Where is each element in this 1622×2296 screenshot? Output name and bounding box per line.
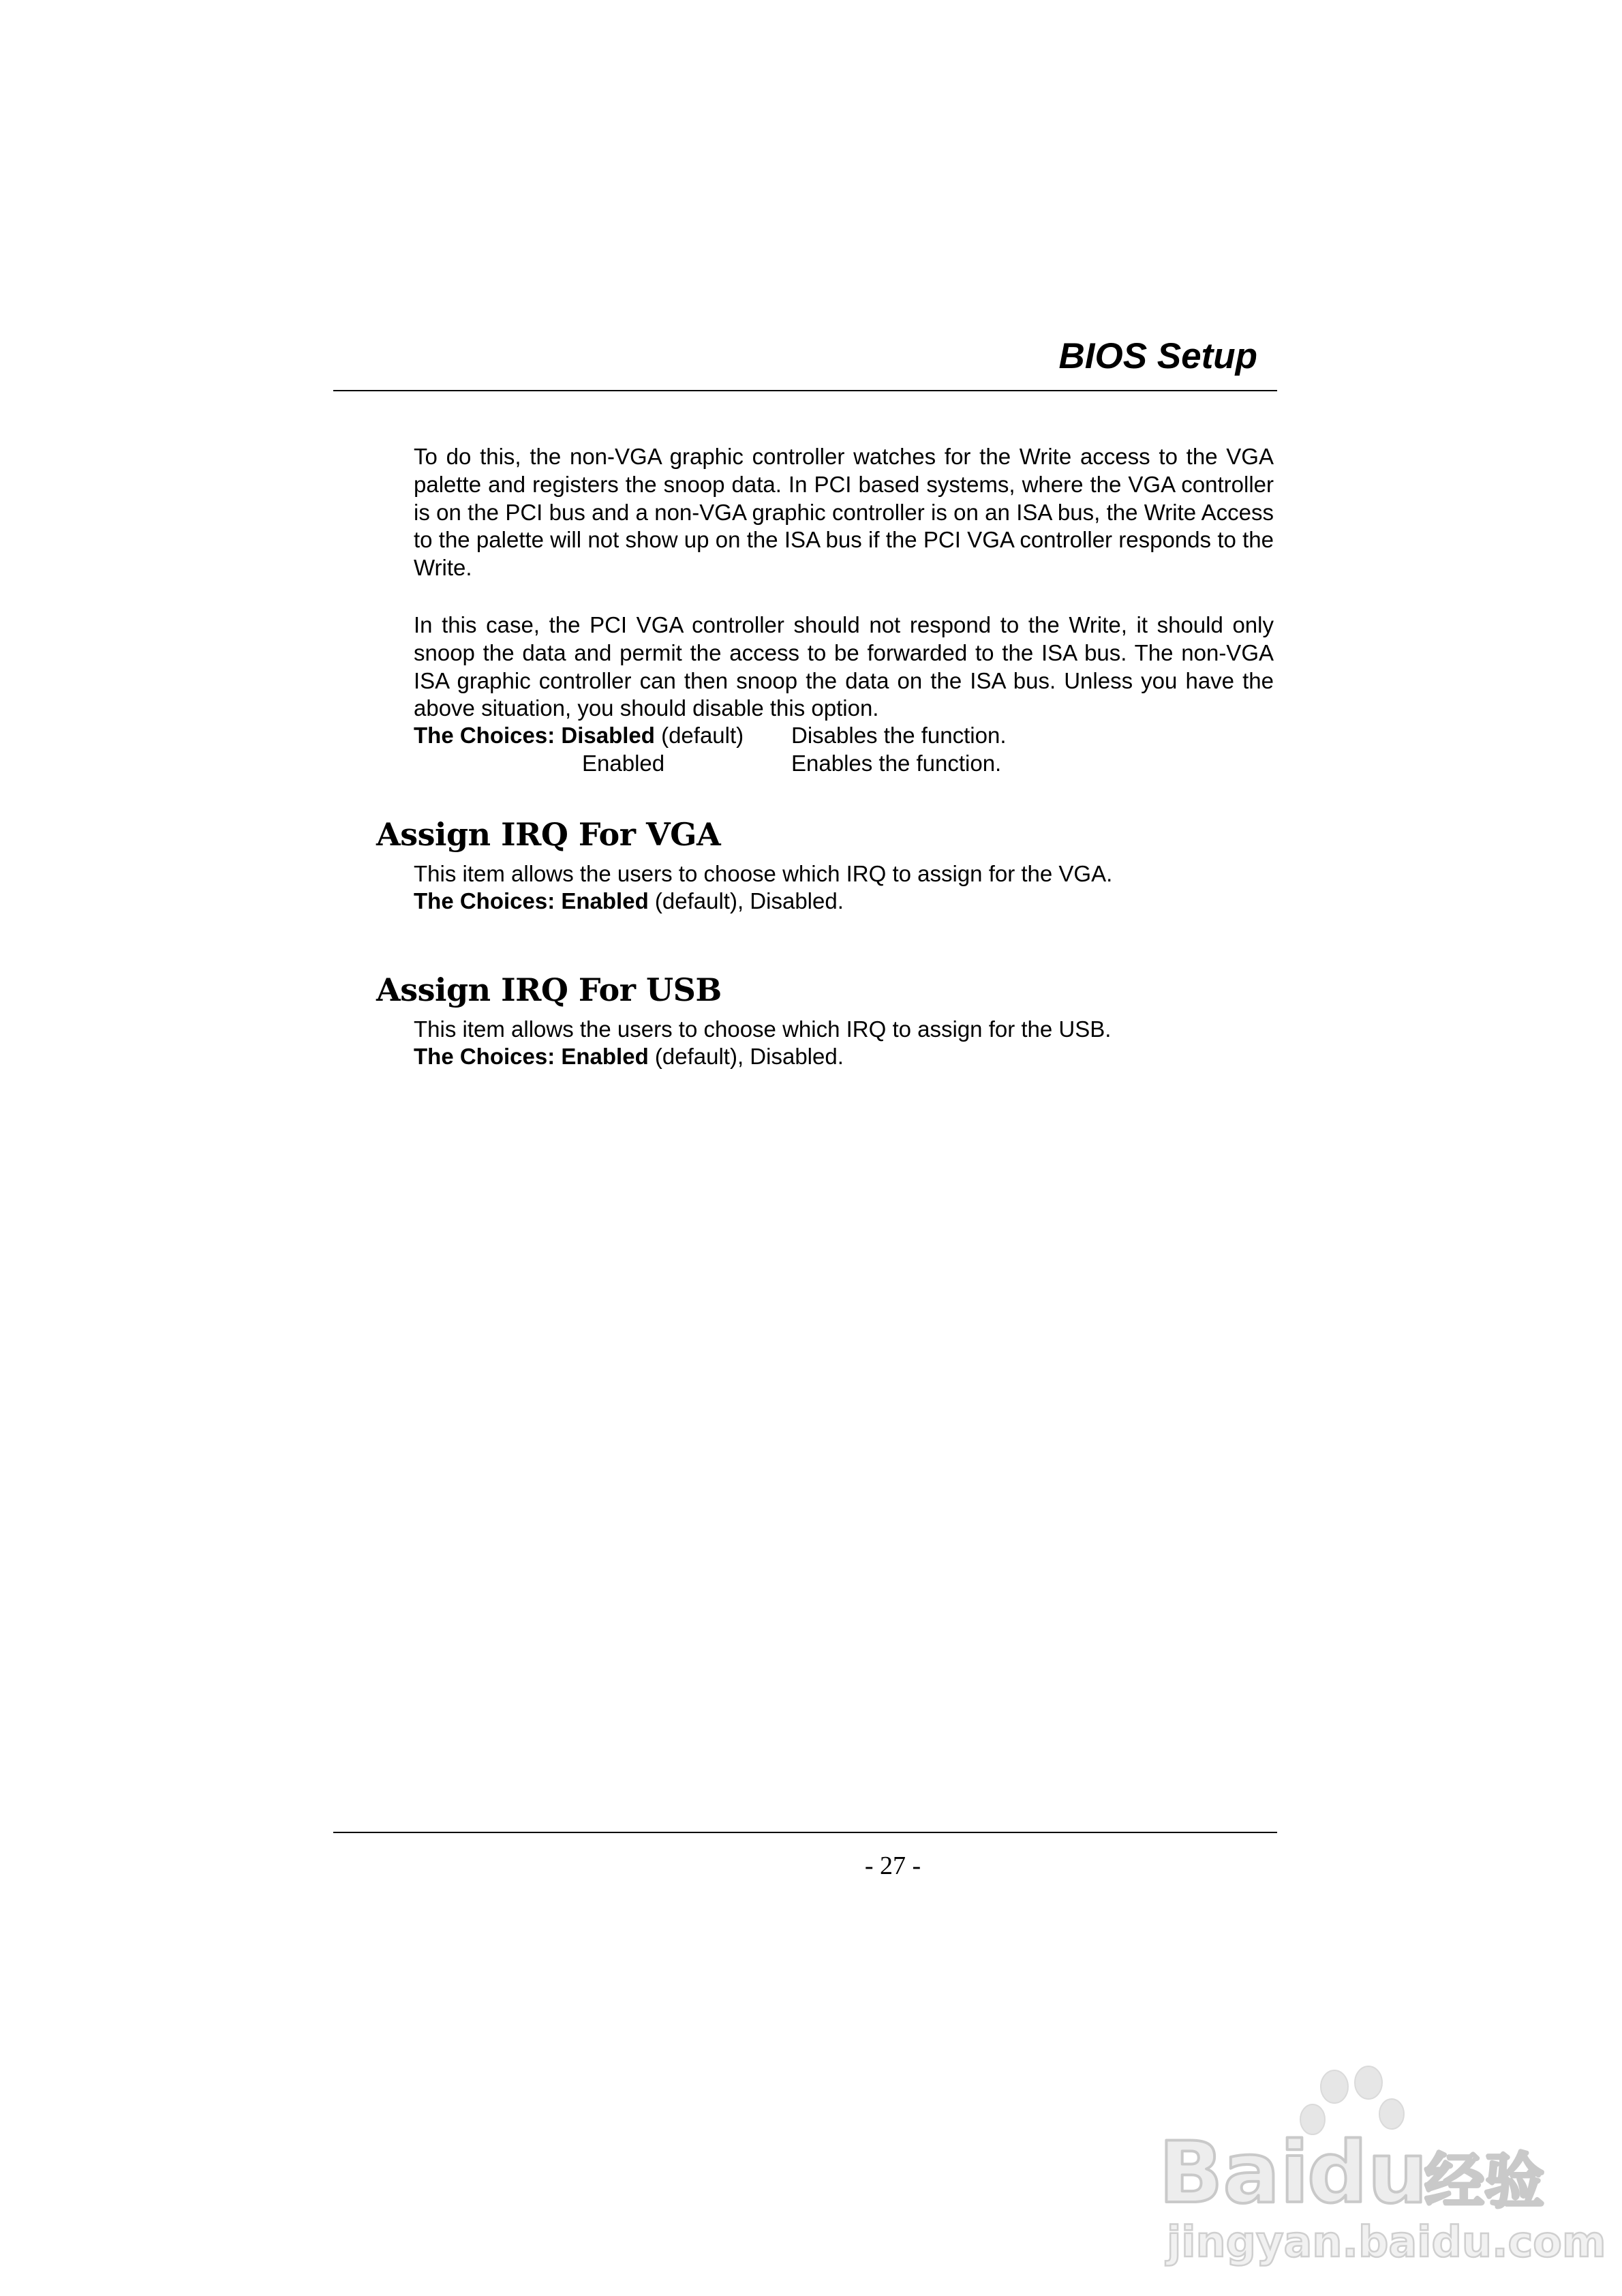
section-usb-choices-label: The Choices: (414, 1044, 555, 1069)
section-usb-choices (414, 1043, 844, 1070)
footer-rule (333, 1832, 1277, 1833)
svg-text:Bai: Bai (1159, 2124, 1309, 2222)
intro-choices-row-1 (414, 722, 744, 749)
choices-first-note: (default) (661, 723, 744, 748)
choices-second-value: Enabled (582, 751, 665, 776)
choices-second-desc: Enables the function. (791, 751, 1002, 776)
section-vga-description: This item allows the users to choose which IRQ to assign for the VGA. (414, 861, 1113, 886)
choices-label: The Choices: (414, 723, 555, 748)
choices-first-value: Disabled (561, 723, 655, 748)
section-usb-choices-default: Enabled (561, 1044, 649, 1069)
watermark-brand-text (1159, 2124, 1544, 2222)
section-heading-vga: Assign IRQ For VGA (376, 816, 721, 853)
baidu-jingyan-watermark (1152, 2062, 1606, 2267)
section-heading-usb: Assign IRQ For USB (376, 971, 722, 1008)
watermark-url-text: jingyan.baidu.com (1167, 2217, 1606, 2267)
section-vga-choices-rest: (default), Disabled. (654, 888, 844, 913)
section-vga-choices-default: Enabled (561, 888, 649, 913)
svg-text:du: du (1307, 2124, 1428, 2222)
page-header-title: BIOS Setup (1058, 336, 1257, 376)
header-rule (333, 390, 1277, 391)
choices-first-desc: Disables the function. (791, 723, 1007, 748)
intro-paragraph-2: In this case, the PCI VGA controller should not respond to the Write, it should only snoop the data and permit the access to be forwarded to the ISA bus. The non-VGA ISA graphic controller can then snoop the data on the ISA bus. Unless you have the above situation, you should disable this option. (414, 612, 1274, 721)
section-vga-choices (414, 888, 844, 915)
svg-text:经验: 经验 (1424, 2146, 1545, 2216)
page-number: - 27 - (864, 1852, 921, 1880)
section-usb-description: This item allows the users to choose which IRQ to assign for the USB. (414, 1016, 1112, 1042)
intro-paragraph-1: To do this, the non-VGA graphic controller watches for the Write access to the VGA palette and registers the snoop data. In PCI based systems, where the VGA controller is on the PCI bus and a non-VGA graphic controller is on an ISA bus, the Write Access to the palette will not show up on the ISA bus if the PCI VGA controller responds to the Write. (414, 444, 1274, 581)
section-vga-choices-label: The Choices: (414, 888, 555, 913)
section-usb-choices-rest: (default), Disabled. (654, 1044, 844, 1069)
